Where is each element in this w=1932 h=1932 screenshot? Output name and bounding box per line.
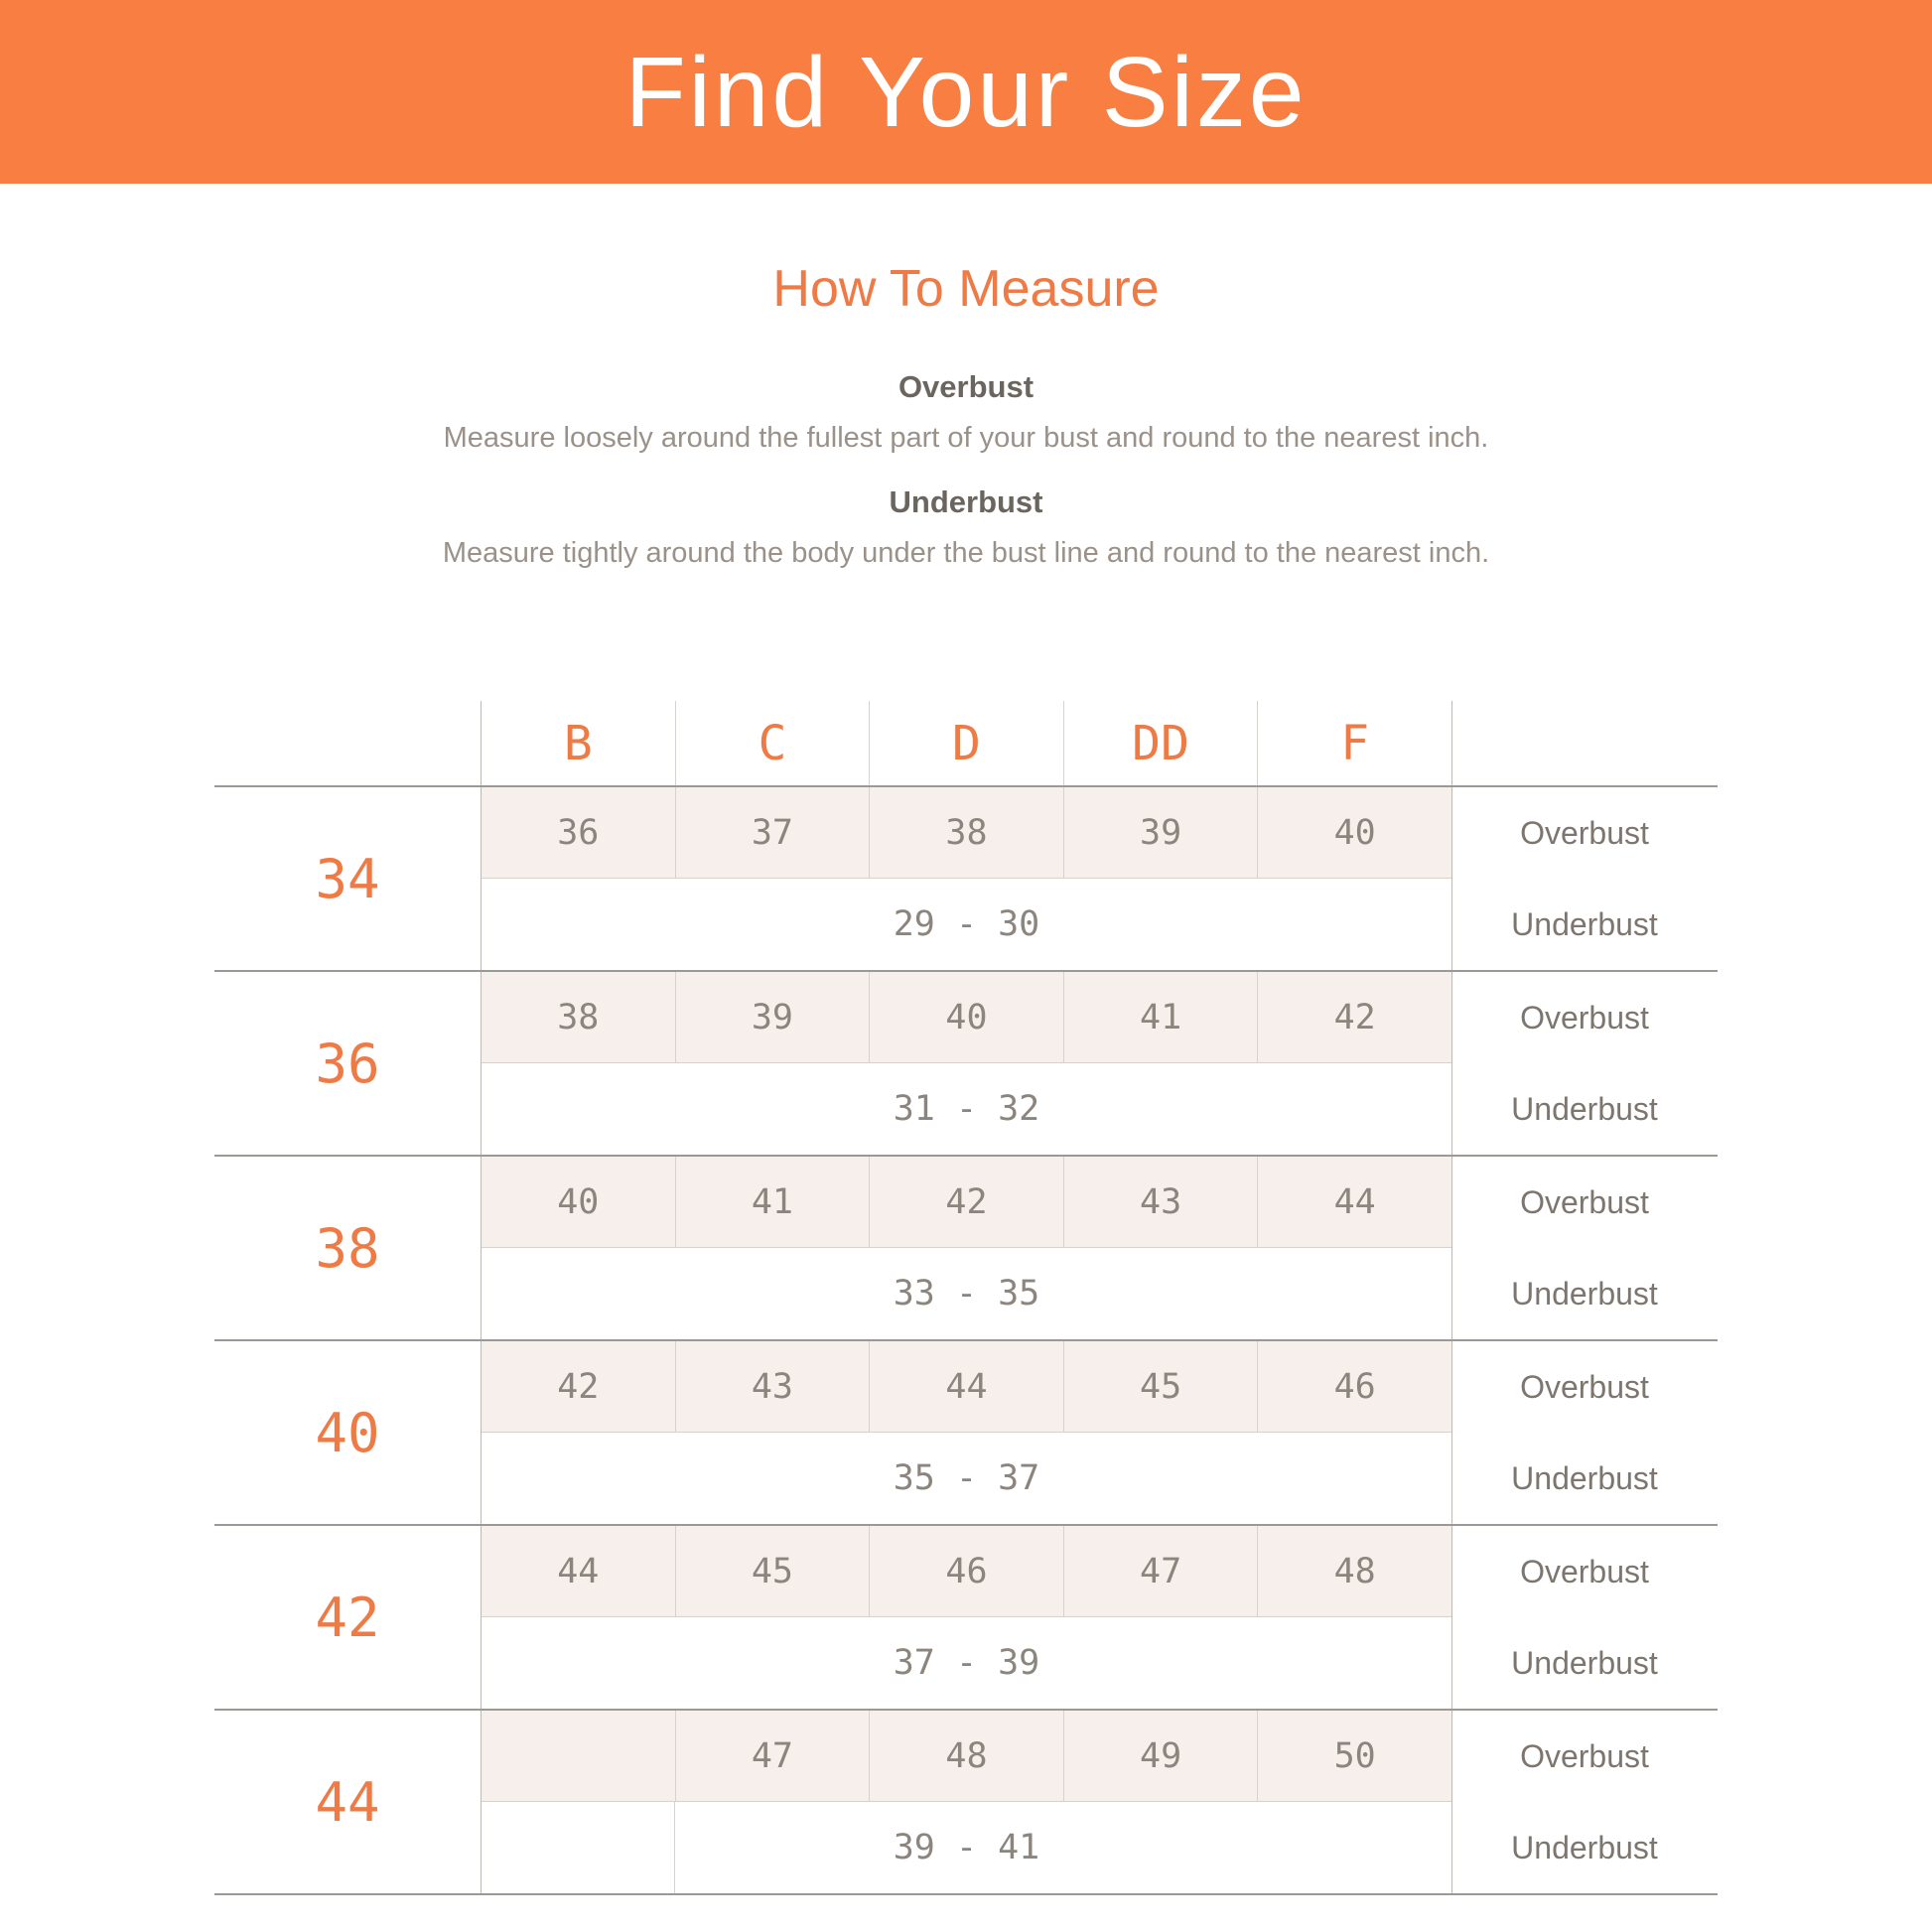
underbust-row-label: Underbust	[1511, 1090, 1658, 1127]
overbust-value-cell: 37	[675, 787, 870, 878]
size-group-row	[214, 1709, 1718, 1893]
underbust-row-label: Underbust	[1511, 1644, 1658, 1681]
overbust-value-cell: 42	[1257, 972, 1451, 1062]
cup-header-dd: DD	[1063, 701, 1258, 785]
underbust-range: 33 - 35	[893, 1274, 1040, 1313]
measurement-cells	[482, 1157, 1451, 1339]
row-label-cell	[1451, 1711, 1717, 1893]
cup-header-b: B	[563, 715, 593, 771]
overbust-row-label: Overbust	[1520, 1368, 1649, 1405]
overbust-value-cell: 41	[675, 1157, 870, 1247]
overbust-value-cell: 38	[557, 997, 600, 1037]
overbust-value-cell: 39	[675, 972, 870, 1062]
overbust-value-cell: 38	[869, 787, 1063, 878]
overbust-row-label: Overbust	[1520, 814, 1649, 851]
underbust-row	[482, 1802, 1451, 1893]
overbust-description: Measure loosely around the fullest part of your bust and round to the nearest inch.	[443, 422, 1489, 454]
band-size-cell	[214, 1341, 482, 1524]
band-size-label: 44	[315, 1770, 380, 1834]
underbust-row	[482, 879, 1451, 970]
overbust-value-cell: 39	[1063, 787, 1258, 878]
underbust-row-label: Underbust	[1511, 1275, 1658, 1311]
overbust-heading: Overbust	[897, 369, 1035, 404]
band-size-cell	[214, 972, 482, 1155]
overbust-value-cell: 45	[675, 1526, 870, 1616]
underbust-row	[482, 1063, 1451, 1155]
overbust-value-cell: 46	[869, 1526, 1063, 1616]
overbust-row-label: Overbust	[1520, 1183, 1649, 1220]
size-group-row	[214, 1524, 1718, 1709]
chart-groups	[214, 785, 1718, 1893]
page-title: Find Your Size	[624, 36, 1308, 148]
overbust-row	[482, 1341, 1451, 1433]
underbust-row	[482, 1617, 1451, 1709]
underbust-row-label: Underbust	[1511, 1829, 1658, 1865]
band-size-label: 40	[315, 1401, 380, 1464]
overbust-row-label: Overbust	[1520, 1737, 1649, 1774]
underbust-row	[482, 1248, 1451, 1339]
overbust-value-cell: 42	[869, 1157, 1063, 1247]
underbust-row-label: Underbust	[1511, 905, 1658, 942]
measurement-cells	[482, 1526, 1451, 1709]
overbust-value-cell: 50	[1257, 1711, 1451, 1801]
overbust-value-cell: 48	[869, 1711, 1063, 1801]
measurement-cells	[482, 1711, 1451, 1893]
overbust-value-cell: 45	[1063, 1341, 1258, 1432]
overbust-value-cell: 48	[1257, 1526, 1451, 1616]
band-size-cell	[214, 1526, 482, 1709]
underbust-range: 37 - 39	[893, 1643, 1040, 1683]
header-spacer-right	[1451, 701, 1718, 785]
measurement-cells	[482, 972, 1451, 1155]
underbust-heading: Underbust	[889, 484, 1043, 519]
underbust-range: 29 - 30	[893, 904, 1040, 944]
overbust-value-cell: 47	[675, 1711, 870, 1801]
size-group-row	[214, 785, 1718, 970]
overbust-value-cell: 40	[869, 972, 1063, 1062]
cup-header-d: D	[869, 701, 1063, 785]
row-label-cell	[1451, 1341, 1717, 1524]
measurement-cells	[482, 787, 1451, 970]
band-size-cell	[214, 1711, 482, 1893]
overbust-value-cell	[482, 1711, 675, 1801]
overbust-row	[482, 1157, 1451, 1248]
size-group-row	[214, 970, 1718, 1155]
overbust-value-cell: 40	[1257, 787, 1451, 878]
overbust-row	[482, 1526, 1451, 1617]
underbust-row	[482, 1433, 1451, 1524]
band-size-label: 42	[315, 1586, 380, 1649]
row-label-cell	[1451, 1157, 1717, 1339]
size-group-row	[214, 1339, 1718, 1524]
underbust-row-label: Underbust	[1511, 1459, 1658, 1496]
overbust-row-label: Overbust	[1520, 1553, 1649, 1589]
overbust-value-cell: 41	[1063, 972, 1258, 1062]
band-size-label: 34	[315, 847, 380, 910]
band-size-label: 38	[315, 1216, 380, 1280]
how-to-measure-heading: How To Measure	[772, 260, 1160, 318]
overbust-row	[482, 972, 1451, 1063]
header-spacer-left	[214, 701, 482, 785]
band-size-cell	[214, 1157, 482, 1339]
header-banner	[0, 0, 1932, 184]
overbust-value-cell: 42	[557, 1366, 600, 1407]
row-label-cell	[1451, 972, 1717, 1155]
cup-header-c: C	[675, 701, 870, 785]
overbust-value-cell: 40	[557, 1181, 600, 1222]
overbust-value-cell: 43	[1063, 1157, 1258, 1247]
overbust-row	[482, 1711, 1451, 1802]
overbust-value-cell: 49	[1063, 1711, 1258, 1801]
overbust-row-label: Overbust	[1520, 999, 1649, 1035]
overbust-value-cell: 44	[1257, 1157, 1451, 1247]
overbust-value-cell: 43	[675, 1341, 870, 1432]
band-size-cell	[214, 787, 482, 970]
underbust-range: 35 - 37	[893, 1458, 1040, 1498]
row-label-cell	[1451, 787, 1717, 970]
size-group-row	[214, 1155, 1718, 1339]
cup-header-row	[214, 701, 1718, 785]
cup-header-f: F	[1257, 701, 1451, 785]
size-chart-table	[214, 701, 1718, 1895]
band-size-label: 36	[315, 1032, 380, 1095]
measurement-cells	[482, 1341, 1451, 1524]
overbust-value-cell: 47	[1063, 1526, 1258, 1616]
overbust-value-cell: 44	[869, 1341, 1063, 1432]
underbust-range: 31 - 32	[893, 1089, 1040, 1129]
overbust-row	[482, 787, 1451, 879]
overbust-value-cell: 46	[1257, 1341, 1451, 1432]
row-label-cell	[1451, 1526, 1717, 1709]
overbust-value-cell: 36	[557, 812, 600, 853]
overbust-value-cell: 44	[557, 1551, 600, 1591]
underbust-description: Measure tightly around the body under the bust line and round to the nearest inch.	[442, 537, 1490, 569]
underbust-range: 39 - 41	[893, 1828, 1040, 1867]
